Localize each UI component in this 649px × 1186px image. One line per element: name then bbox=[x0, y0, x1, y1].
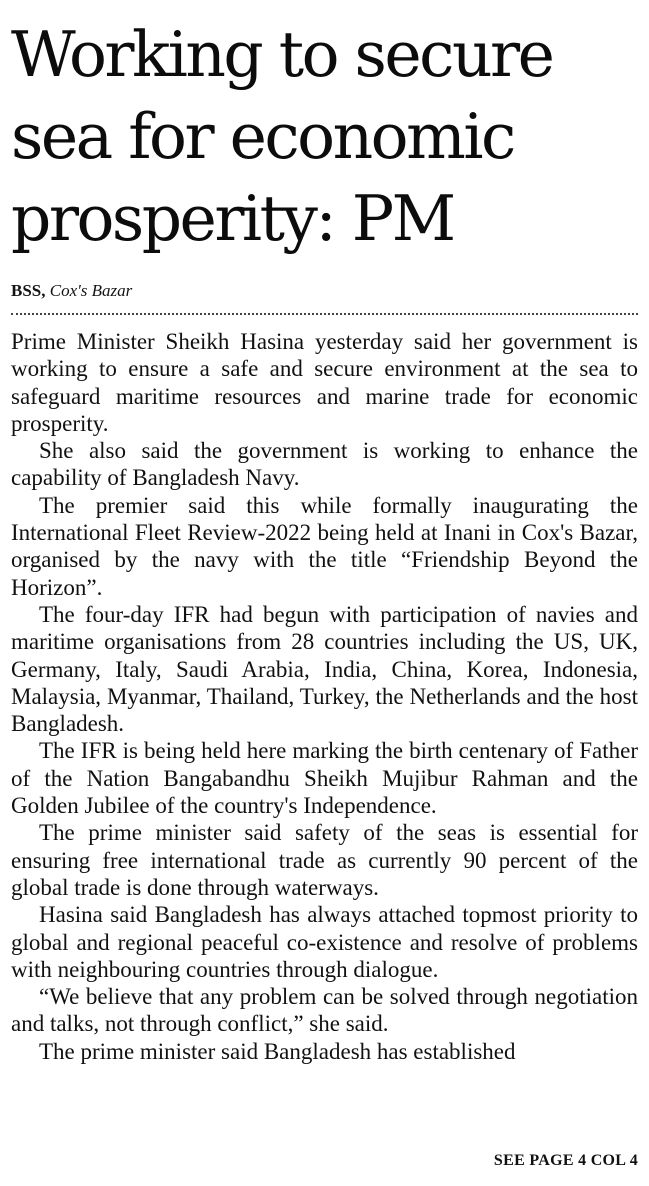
paragraph-8: “We believe that any problem can be solved through negotiation and talks, not through conflict,” she said. bbox=[11, 984, 638, 1037]
paragraph-6: The prime minister said safety of the seas is essential for ensuring free international trade as currently 90 percent of the global trade is done through waterways. bbox=[11, 820, 638, 900]
news-article bbox=[11, 14, 638, 1065]
paragraph-5: The IFR is being held here marking the birth centenary of Father of the Nation Bangabandhu Sheikh Mujibur Rahman and the Golden Jubilee of the country's Independence. bbox=[11, 738, 638, 819]
paragraph-9: The prime minister said Bangladesh has established bbox=[39, 1038, 516, 1064]
article-body bbox=[11, 328, 638, 1065]
headline-line-3: prosperity: PM bbox=[11, 182, 454, 255]
headline bbox=[11, 14, 638, 260]
byline-agency: BSS, bbox=[11, 281, 46, 300]
dotted-divider bbox=[11, 313, 638, 315]
paragraph-2: She also said the government is working to enhance the capability of Bangladesh Navy. bbox=[11, 438, 638, 491]
byline bbox=[11, 280, 638, 302]
paragraph-1: Prime Minister Sheikh Hasina yesterday said her government is working to ensure a safe and secure environment at the sea to safeguard maritime resources and marine trade for economic prosperity. bbox=[11, 329, 638, 436]
headline-line-2: sea for economic bbox=[11, 100, 514, 173]
continuation-note: SEE PAGE 4 COL 4 bbox=[493, 1152, 638, 1169]
byline-location: Cox's Bazar bbox=[49, 281, 133, 300]
paragraph-3: The premier said this while formally inaugurating the International Fleet Review-2022 being held at Inani in Cox's Bazar, organised by the navy with the title “Friendship Beyond the Horizon”. bbox=[11, 492, 638, 600]
paragraph-7: Hasina said Bangladesh has always attached topmost priority to global and regional peaceful co-existence and resolve of problems with neighbouring countries through dialogue. bbox=[11, 902, 638, 982]
headline-line-1: Working to secure bbox=[11, 18, 553, 91]
paragraph-4: The four-day IFR had begun with participation of navies and maritime organisations from 28 countries including the US, UK, Germany, Italy, Saudi Arabia, India, China, Korea, Indonesia, Malaysia, Myanmar, Thailand, Turkey, the Netherlands and the host Bangladesh. bbox=[11, 601, 638, 737]
